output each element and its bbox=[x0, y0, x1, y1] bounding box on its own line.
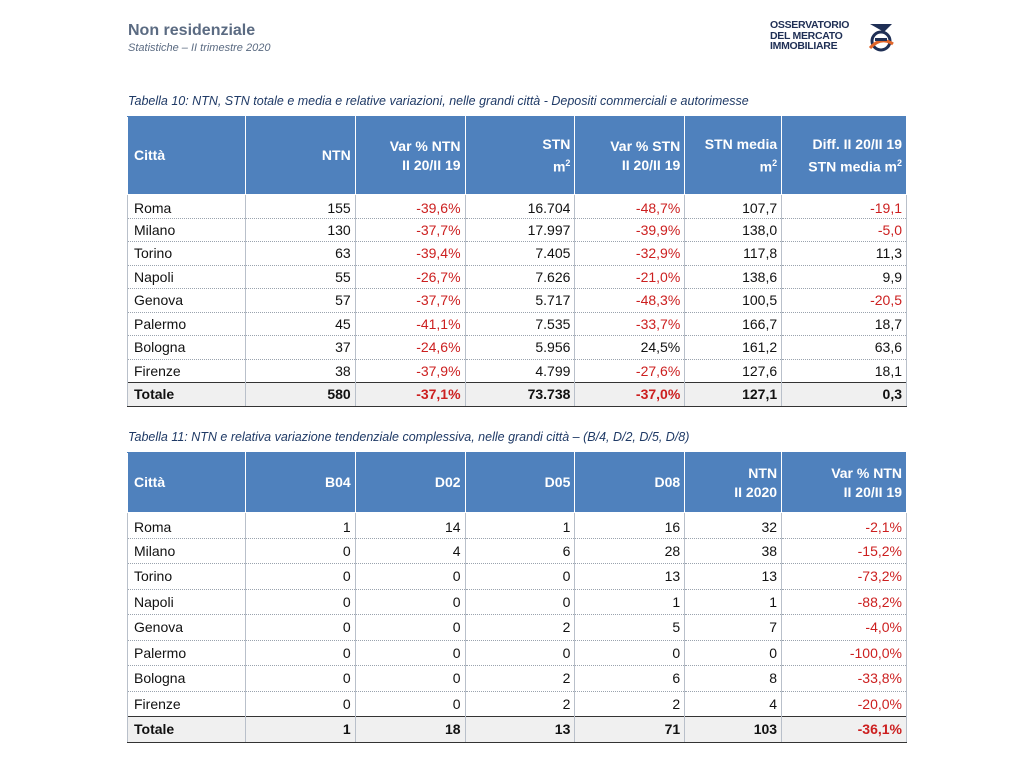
value-cell: 45 bbox=[245, 312, 355, 336]
column-header bbox=[245, 453, 355, 513]
value-cell: 38 bbox=[685, 538, 782, 564]
value-cell: -33,7% bbox=[575, 312, 685, 336]
value-cell: 0 bbox=[245, 640, 355, 666]
table-row bbox=[128, 691, 907, 717]
value-cell: 0 bbox=[245, 691, 355, 717]
header-line: Var % NTN bbox=[831, 464, 902, 481]
value-cell: 7.405 bbox=[465, 242, 575, 266]
value-cell: 13 bbox=[575, 564, 685, 590]
value-cell: 63,6 bbox=[782, 336, 907, 360]
value-cell: -26,7% bbox=[355, 265, 465, 289]
header-line: II 20/II 19 bbox=[843, 483, 902, 500]
table-row bbox=[128, 513, 907, 539]
value-cell: 103 bbox=[685, 717, 782, 743]
table-row bbox=[128, 564, 907, 590]
column-header bbox=[575, 453, 685, 513]
value-cell: 18,1 bbox=[782, 359, 907, 383]
page-title: Non residenziale bbox=[128, 22, 256, 39]
value-cell: 0 bbox=[685, 640, 782, 666]
header-line: NTN bbox=[748, 464, 778, 481]
column-header bbox=[465, 117, 575, 195]
value-cell: 7.535 bbox=[465, 312, 575, 336]
logo-line: DEL MERCATO bbox=[770, 29, 843, 42]
value-cell: 16 bbox=[575, 513, 685, 539]
value-cell: 2 bbox=[465, 615, 575, 641]
value-cell: -39,6% bbox=[355, 195, 465, 219]
value-cell: 7 bbox=[685, 615, 782, 641]
city-cell: Torino bbox=[128, 242, 246, 266]
logo-text bbox=[770, 20, 849, 52]
city-cell: Palermo bbox=[128, 312, 246, 336]
table-row bbox=[128, 242, 907, 266]
value-cell: 5 bbox=[575, 615, 685, 641]
value-cell: 5.717 bbox=[465, 289, 575, 313]
value-cell: -100,0% bbox=[782, 640, 907, 666]
value-cell: 130 bbox=[245, 218, 355, 242]
header-line: D02 bbox=[434, 474, 461, 490]
value-cell: -5,0 bbox=[782, 218, 907, 242]
column-header bbox=[575, 117, 685, 195]
value-cell: 0 bbox=[465, 589, 575, 615]
value-cell: 17.997 bbox=[465, 218, 575, 242]
value-cell: 24,5% bbox=[575, 336, 685, 360]
value-cell: -41,1% bbox=[355, 312, 465, 336]
city-cell: Roma bbox=[128, 513, 246, 539]
column-header bbox=[782, 117, 907, 195]
header-line: m bbox=[552, 158, 566, 175]
table-row bbox=[128, 265, 907, 289]
value-cell: 13 bbox=[465, 717, 575, 743]
value-cell: -32,9% bbox=[575, 242, 685, 266]
value-cell: 0 bbox=[355, 666, 465, 692]
city-cell: Firenze bbox=[128, 359, 246, 383]
header-superscript: 2 bbox=[896, 157, 902, 168]
value-cell: -37,7% bbox=[355, 289, 465, 313]
value-cell: 13 bbox=[685, 564, 782, 590]
header-line: Var % STN bbox=[610, 137, 681, 154]
logo-line: IMMOBILIARE bbox=[770, 40, 838, 52]
table-row bbox=[128, 359, 907, 383]
value-cell: 0,3 bbox=[782, 383, 907, 407]
value-cell: -73,2% bbox=[782, 564, 907, 590]
value-cell: 100,5 bbox=[685, 289, 782, 313]
value-cell: -36,1% bbox=[782, 717, 907, 743]
value-cell: -48,7% bbox=[575, 195, 685, 219]
value-cell: 16.704 bbox=[465, 195, 575, 219]
value-cell: 1 bbox=[245, 513, 355, 539]
header-line: II 20/II 19 bbox=[621, 156, 681, 173]
city-cell: Napoli bbox=[128, 265, 246, 289]
value-cell: 138,0 bbox=[685, 218, 782, 242]
city-cell: Bologna bbox=[128, 336, 246, 360]
value-cell: 107,7 bbox=[685, 195, 782, 219]
value-cell: 57 bbox=[245, 289, 355, 313]
value-cell: 7.626 bbox=[465, 265, 575, 289]
value-cell: -33,8% bbox=[782, 666, 907, 692]
value-cell: 55 bbox=[245, 265, 355, 289]
city-cell: Milano bbox=[128, 538, 246, 564]
city-cell: Torino bbox=[128, 564, 246, 590]
table-row bbox=[128, 218, 907, 242]
value-cell: 14 bbox=[355, 513, 465, 539]
table-row bbox=[128, 336, 907, 360]
column-header bbox=[685, 453, 782, 513]
header-line: II 20/II 19 bbox=[402, 156, 461, 173]
header-line: STN media m bbox=[808, 158, 897, 175]
column-header bbox=[245, 117, 355, 195]
city-cell: Palermo bbox=[128, 640, 246, 666]
total-row bbox=[128, 383, 907, 407]
value-cell: 2 bbox=[575, 691, 685, 717]
city-cell: Roma bbox=[128, 195, 246, 219]
value-cell: 6 bbox=[575, 666, 685, 692]
value-cell: -39,4% bbox=[355, 242, 465, 266]
value-cell: -37,7% bbox=[355, 218, 465, 242]
header-line: Diff. II 20/II 19 bbox=[812, 135, 902, 152]
value-cell: -15,2% bbox=[782, 538, 907, 564]
value-cell: 0 bbox=[465, 564, 575, 590]
table-row bbox=[128, 666, 907, 692]
table-ntn-categories bbox=[127, 452, 907, 743]
value-cell: 32 bbox=[685, 513, 782, 539]
city-cell: Genova bbox=[128, 289, 246, 313]
value-cell: 37 bbox=[245, 336, 355, 360]
value-cell: -20,0% bbox=[782, 691, 907, 717]
value-cell: -37,0% bbox=[575, 383, 685, 407]
table-row bbox=[128, 289, 907, 313]
table1-caption: Tabella 10: NTN, STN totale e media e relative variazioni, nelle grandi città - Depositi commerciali e autorimesse bbox=[128, 94, 749, 108]
table-ntn-stn bbox=[127, 116, 907, 407]
city-cell: Milano bbox=[128, 218, 246, 242]
value-cell: 2 bbox=[465, 666, 575, 692]
value-cell: -24,6% bbox=[355, 336, 465, 360]
value-cell: 0 bbox=[355, 564, 465, 590]
value-cell: 1 bbox=[465, 513, 575, 539]
value-cell: 0 bbox=[245, 589, 355, 615]
table-row bbox=[128, 538, 907, 564]
value-cell: 0 bbox=[355, 615, 465, 641]
value-cell: 0 bbox=[355, 691, 465, 717]
value-cell: 127,1 bbox=[685, 383, 782, 407]
value-cell: 71 bbox=[575, 717, 685, 743]
column-header bbox=[685, 117, 782, 195]
value-cell: 155 bbox=[245, 195, 355, 219]
value-cell: 161,2 bbox=[685, 336, 782, 360]
value-cell: 0 bbox=[575, 640, 685, 666]
column-header bbox=[128, 117, 246, 195]
header-line: B04 bbox=[325, 474, 351, 490]
value-cell: 0 bbox=[245, 666, 355, 692]
value-cell: 73.738 bbox=[465, 383, 575, 407]
value-cell: -48,3% bbox=[575, 289, 685, 313]
page-subtitle: Statistiche – II trimestre 2020 bbox=[128, 42, 271, 54]
table-row bbox=[128, 589, 907, 615]
table-row bbox=[128, 640, 907, 666]
column-header bbox=[465, 453, 575, 513]
header-line: Var % NTN bbox=[389, 137, 461, 154]
header-superscript: 2 bbox=[565, 157, 571, 168]
value-cell: 166,7 bbox=[685, 312, 782, 336]
column-header bbox=[355, 453, 465, 513]
value-cell: 28 bbox=[575, 538, 685, 564]
value-cell: 0 bbox=[245, 615, 355, 641]
header-line: STN media bbox=[704, 135, 778, 152]
value-cell: -21,0% bbox=[575, 265, 685, 289]
value-cell: 4.799 bbox=[465, 359, 575, 383]
value-cell: -4,0% bbox=[782, 615, 907, 641]
table-row bbox=[128, 615, 907, 641]
header-line: D08 bbox=[654, 474, 681, 490]
total-row bbox=[128, 717, 907, 743]
value-cell: 2 bbox=[465, 691, 575, 717]
value-cell: 18 bbox=[355, 717, 465, 743]
value-cell: -39,9% bbox=[575, 218, 685, 242]
value-cell: 18,7 bbox=[782, 312, 907, 336]
header-line: STN bbox=[542, 135, 571, 152]
value-cell: -37,9% bbox=[355, 359, 465, 383]
header-line: II 2020 bbox=[734, 483, 778, 500]
value-cell: 38 bbox=[245, 359, 355, 383]
city-cell: Bologna bbox=[128, 666, 246, 692]
city-cell: Genova bbox=[128, 615, 246, 641]
header-line: NTN bbox=[321, 147, 351, 163]
city-cell: Firenze bbox=[128, 691, 246, 717]
value-cell: 580 bbox=[245, 383, 355, 407]
value-cell: -27,6% bbox=[575, 359, 685, 383]
header-line: Città bbox=[134, 474, 166, 490]
value-cell: -2,1% bbox=[782, 513, 907, 539]
value-cell: 63 bbox=[245, 242, 355, 266]
column-header bbox=[128, 453, 246, 513]
value-cell: 117,8 bbox=[685, 242, 782, 266]
value-cell: 9,9 bbox=[782, 265, 907, 289]
value-cell: 0 bbox=[245, 538, 355, 564]
logo-line: OSSERVATORIO bbox=[770, 19, 850, 31]
value-cell: 0 bbox=[465, 640, 575, 666]
city-cell: Totale bbox=[128, 717, 246, 743]
value-cell: -20,5 bbox=[782, 289, 907, 313]
value-cell: 8 bbox=[685, 666, 782, 692]
value-cell: 6 bbox=[465, 538, 575, 564]
value-cell: 4 bbox=[355, 538, 465, 564]
omi-logo bbox=[770, 20, 896, 54]
header-superscript: 2 bbox=[772, 157, 778, 168]
column-header bbox=[355, 117, 465, 195]
value-cell: 0 bbox=[245, 564, 355, 590]
value-cell: 1 bbox=[685, 589, 782, 615]
value-cell: 0 bbox=[355, 589, 465, 615]
value-cell: -19,1 bbox=[782, 195, 907, 219]
header-line: D05 bbox=[544, 474, 571, 490]
table-row bbox=[128, 312, 907, 336]
value-cell: -37,1% bbox=[355, 383, 465, 407]
value-cell: 1 bbox=[575, 589, 685, 615]
value-cell: 5.956 bbox=[465, 336, 575, 360]
column-header bbox=[782, 453, 907, 513]
city-cell: Totale bbox=[128, 383, 246, 407]
omi-logo-icon bbox=[866, 22, 896, 52]
header-line: m bbox=[759, 158, 773, 175]
value-cell: 4 bbox=[685, 691, 782, 717]
city-cell: Napoli bbox=[128, 589, 246, 615]
value-cell: -88,2% bbox=[782, 589, 907, 615]
value-cell: 127,6 bbox=[685, 359, 782, 383]
value-cell: 11,3 bbox=[782, 242, 907, 266]
value-cell: 138,6 bbox=[685, 265, 782, 289]
value-cell: 0 bbox=[355, 640, 465, 666]
value-cell: 1 bbox=[245, 717, 355, 743]
table-row bbox=[128, 195, 907, 219]
table2-caption: Tabella 11: NTN e relativa variazione tendenziale complessiva, nelle grandi città – (B/4, D/2, D/5, D/8) bbox=[128, 430, 690, 444]
header-line: Città bbox=[134, 147, 166, 163]
